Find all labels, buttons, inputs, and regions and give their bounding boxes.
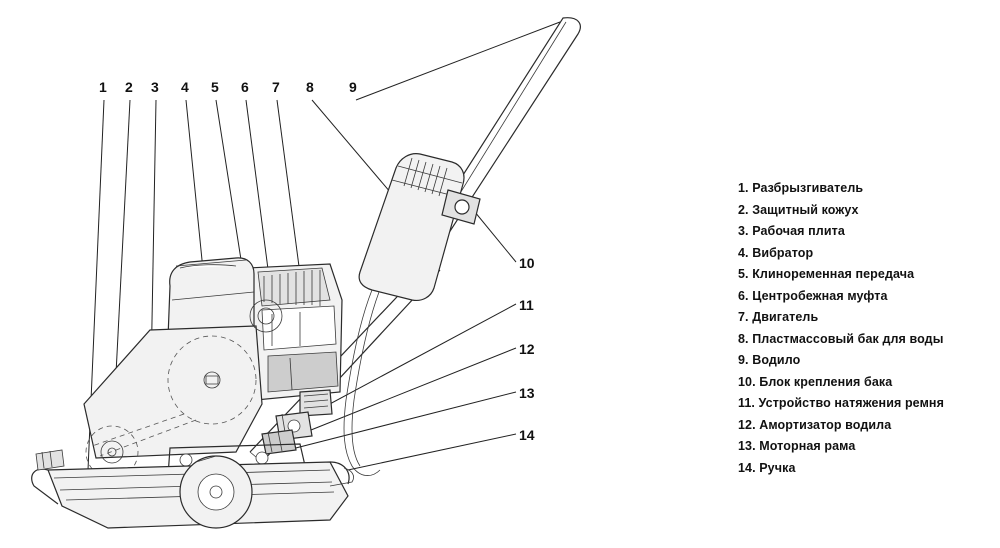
callout-number-1: 1 <box>99 79 107 95</box>
callout-number-6: 6 <box>241 79 249 95</box>
legend-item-3: 3. Рабочая плита <box>738 224 845 238</box>
callout-number-2: 2 <box>125 79 133 95</box>
legend-item-4: 4. Вибратор <box>738 245 814 260</box>
callout-number-5: 5 <box>211 79 219 95</box>
legend-item-7: 7. Двигатель <box>738 310 819 324</box>
callout-number-4: 4 <box>181 79 189 95</box>
legend-item-14: 14. Ручка <box>738 460 796 475</box>
transport-wheel <box>180 456 252 528</box>
legend-item-5: 5. Клиноременная передача <box>738 267 915 281</box>
callout-number-14: 14 <box>519 427 535 443</box>
callout-number-12: 12 <box>519 341 535 357</box>
legend-item-1: 1. Разбрызгиватель <box>738 181 864 195</box>
legend-item-10: 10. Блок крепления бака <box>738 374 893 389</box>
callout-number-8: 8 <box>306 79 314 95</box>
legend-item-13: 13. Моторная рама <box>738 439 856 453</box>
legend-list <box>738 178 988 479</box>
callout-number-9: 9 <box>349 79 357 95</box>
belt-drive-housing <box>84 326 262 478</box>
legend-item-6: 6. Центробежная муфта <box>738 288 888 303</box>
legend-item-11: 11. Устройство натяжения ремня <box>738 396 944 410</box>
legend-item-12: 12. Амортизатор водила <box>738 417 892 432</box>
water-tank <box>359 154 480 301</box>
water-hose <box>344 290 380 476</box>
callout-number-13: 13 <box>519 385 535 401</box>
callout-number-3: 3 <box>151 79 159 95</box>
legend-item-8: 8. Пластмассовый бак для воды <box>738 331 944 346</box>
legend-item-2: 2. Защитный кожух <box>738 202 859 217</box>
callout-number-11: 11 <box>519 297 534 313</box>
callout-number-7: 7 <box>272 79 280 95</box>
callout-number-10: 10 <box>519 255 535 271</box>
drag-arm-damper <box>262 430 296 454</box>
legend-item-9: 9. Водило <box>738 353 801 367</box>
